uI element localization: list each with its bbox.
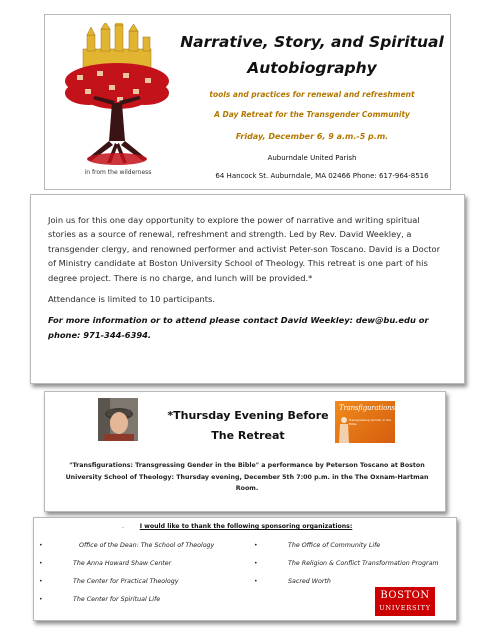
attendance-note: Attendance is limited to 10 participants. xyxy=(48,294,216,305)
tree-logo-icon xyxy=(57,23,177,173)
logo-caption: in from the wilderness xyxy=(84,169,152,176)
description-panel xyxy=(30,194,465,384)
bu-logo-line-2: UNIVERSITY xyxy=(379,604,431,612)
title-line-2: Autobiography xyxy=(247,59,377,77)
bullet-icon: • xyxy=(254,578,258,585)
list-item xyxy=(39,560,214,578)
sponsor-name: The Anna Howard Shaw Center xyxy=(73,560,172,567)
sponsor-list-left xyxy=(39,542,214,614)
bullet-icon: • xyxy=(39,596,43,603)
thursday-title-line-1: *Thursday Evening Before xyxy=(167,409,329,422)
performance-description: "Transfigurations: Transgressing Gender in the Bible" a performance by Peterson Toscano at Boston University School of Theology: Thursday evening, December 5th 7:00 p.m. in the The Oxnam-Hartman Room. xyxy=(65,462,429,492)
venue-name: Auburndale United Parish xyxy=(267,154,357,162)
performer-figure-icon xyxy=(337,415,351,443)
poster-subtitle: Transgressing Gender in the Bible xyxy=(349,418,392,426)
thursday-panel xyxy=(44,391,446,512)
bullet-icon: • xyxy=(254,542,258,549)
sponsor-name: Office of the Dean: The School of Theology xyxy=(79,542,215,549)
list-item xyxy=(39,578,214,596)
sponsor-name: The Religion & Conflict Transformation Program xyxy=(288,560,439,567)
sponsor-name: The Center for Spiritual Life xyxy=(73,596,161,603)
list-item xyxy=(254,542,439,560)
list-item xyxy=(39,542,214,560)
subtitle: tools and practices for renewal and refreshment xyxy=(209,90,415,99)
bullet-icon: • xyxy=(39,578,43,585)
presenter-photo xyxy=(98,398,138,441)
boston-university-logo xyxy=(375,587,435,616)
bu-logo-line-1: BOSTON xyxy=(380,590,430,601)
contact-info: For more information or to attend please contact David Weekley: dew@bu.edu or phone: 971-344-6394. xyxy=(48,315,429,340)
bullet-icon: • xyxy=(39,542,43,549)
stray-dot: . xyxy=(122,523,124,530)
list-item xyxy=(39,596,214,614)
title-line-1: Narrative, Story, and Spiritual xyxy=(180,33,444,51)
description-paragraph: Join us for this one day opportunity to explore the power of narrative and writing spiritual stories as a source of renewal, refreshment and strength. Led by Rev. David Weekley, a transgender clergy, and renowned performer and activist Peter-son Toscano. David is a Doctor of Ministry candidate at Boston University School of Theology. This retreat is one part of his degree project. There is no charge, and lunch will be provided.* xyxy=(48,215,441,283)
list-item xyxy=(254,560,439,578)
venue-address: 64 Hancock St. Auburndale, MA 02466 Phone: 617-964-8516 xyxy=(215,172,429,180)
header-panel xyxy=(44,14,451,190)
sponsors-panel xyxy=(33,517,457,621)
bullet-icon: • xyxy=(254,560,258,567)
sponsor-name: The Center for Practical Theology xyxy=(73,578,179,585)
page-title xyxy=(179,29,445,81)
thursday-title-line-2: The Retreat xyxy=(211,429,285,442)
retreat-name: A Day Retreat for the Transgender Community xyxy=(214,110,410,119)
poster-title: Transfigurations xyxy=(339,404,395,412)
event-date: Friday, December 6, 9 a.m.-5 p.m. xyxy=(235,132,389,141)
transfigurations-poster xyxy=(335,401,395,443)
sponsor-name: Sacred Worth xyxy=(288,578,331,585)
sponsor-name: The Office of Community Life xyxy=(288,542,381,549)
bullet-icon: • xyxy=(39,560,43,567)
sponsors-heading: I would like to thank the following sponsoring organizations: xyxy=(139,523,353,530)
thursday-title xyxy=(153,406,343,446)
